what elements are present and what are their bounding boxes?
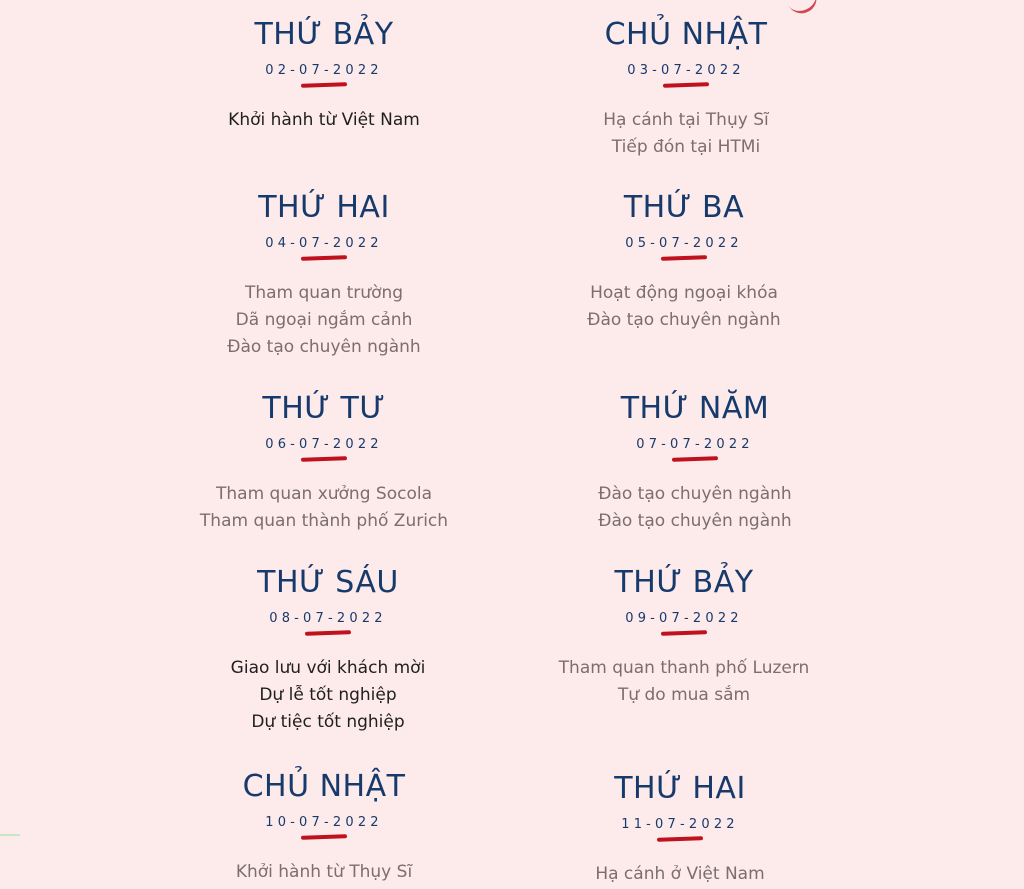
- day-date: 05-07-2022: [625, 236, 743, 251]
- day-date: 11-07-2022: [621, 817, 739, 832]
- date-underline: [301, 456, 347, 462]
- date-underline: [663, 82, 709, 88]
- activity-item: Hoạt động ngoại khóa: [590, 283, 778, 303]
- activity-item: Tham quan thanh phố Luzern: [558, 658, 810, 678]
- day-date: 09-07-2022: [625, 611, 743, 626]
- day-date: 08-07-2022: [269, 611, 387, 626]
- activity-item: Đào tạo chuyên ngành: [227, 337, 421, 357]
- day-activities: [504, 655, 864, 709]
- schedule-day-6: [515, 391, 875, 535]
- schedule-day-1: [144, 17, 504, 134]
- schedule-day-10: [500, 771, 860, 888]
- day-title: THỨ NĂM: [620, 391, 770, 426]
- schedule-day-2: [506, 17, 866, 161]
- day-date: 04-07-2022: [265, 236, 383, 251]
- day-date: 06-07-2022: [265, 437, 383, 452]
- date-underline: [301, 255, 347, 261]
- activity-item: Dự lễ tốt nghiệp: [259, 685, 397, 705]
- activity-item: Tự do mua sắm: [617, 685, 751, 705]
- day-activities: [144, 107, 504, 134]
- schedule-day-4: [504, 190, 864, 334]
- activity-item: Tham quan thành phố Zurich: [199, 511, 449, 531]
- activity-item: Đào tạo chuyên ngành: [598, 511, 792, 531]
- day-title: THỨ HAI: [614, 771, 746, 806]
- activity-item: Dự tiệc tốt nghiệp: [251, 712, 405, 732]
- day-date: 03-07-2022: [627, 63, 745, 78]
- activity-item: Hạ cánh tại Thụy Sĩ: [603, 110, 769, 130]
- schedule-day-3: [144, 190, 504, 361]
- activity-item: Hạ cánh ở Việt Nam: [595, 864, 765, 884]
- day-activities: [144, 481, 504, 535]
- activity-item: Khởi hành từ Thụy Sĩ: [235, 862, 413, 882]
- date-underline: [661, 255, 707, 261]
- day-title: CHỦ NHẬT: [242, 769, 406, 804]
- day-activities: [504, 280, 864, 334]
- activity-item: Giao lưu với khách mời: [230, 658, 426, 678]
- day-activities: [148, 655, 508, 736]
- day-activities: [506, 107, 866, 161]
- day-title: THỨ BẢY: [254, 17, 394, 52]
- activity-item: Đào tạo chuyên ngành: [598, 484, 792, 504]
- day-title: CHỦ NHẬT: [604, 17, 768, 52]
- date-underline: [301, 834, 347, 840]
- day-date: 07-07-2022: [636, 437, 754, 452]
- date-underline: [657, 836, 703, 842]
- day-title: THỨ SÁU: [257, 565, 399, 600]
- day-title: THỨ TƯ: [262, 391, 386, 426]
- day-date: 02-07-2022: [265, 63, 383, 78]
- day-title: THỨ BA: [623, 190, 745, 225]
- date-underline: [672, 456, 718, 462]
- left-edge-line: [0, 834, 20, 836]
- activity-item: Tham quan trường: [244, 283, 404, 303]
- activity-item: Dã ngoại ngắm cảnh: [235, 310, 413, 330]
- activity-item: Tiếp đón tại HTMi: [611, 137, 761, 157]
- activity-item: Tham quan xưởng Socola: [216, 484, 432, 504]
- activity-item: Khởi hành từ Việt Nam: [228, 110, 420, 130]
- schedule-day-7: [148, 565, 508, 736]
- day-activities: [144, 280, 504, 361]
- activity-item: Đào tạo chuyên ngành: [587, 310, 781, 330]
- decorative-brush-stroke: [785, 0, 822, 18]
- day-date: 10-07-2022: [265, 815, 383, 830]
- day-title: THỨ HAI: [258, 190, 390, 225]
- day-activities: [515, 481, 875, 535]
- day-activities: [500, 861, 860, 888]
- schedule-day-5: [144, 391, 504, 535]
- day-activities: [144, 859, 504, 886]
- date-underline: [301, 82, 347, 88]
- day-title: THỨ BẢY: [614, 565, 754, 600]
- schedule-day-9: [144, 769, 504, 886]
- schedule-day-8: [504, 565, 864, 709]
- date-underline: [661, 630, 707, 636]
- date-underline: [305, 630, 351, 636]
